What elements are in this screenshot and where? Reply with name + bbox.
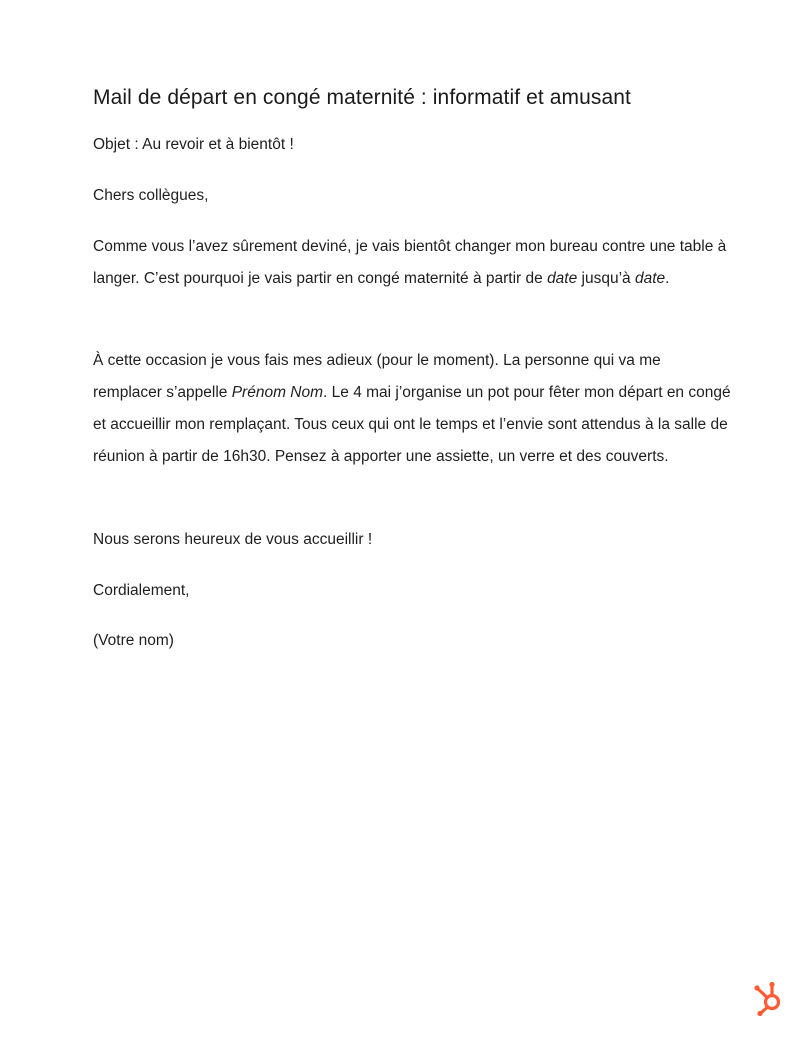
- paragraph-leave-dates: [93, 231, 733, 295]
- paragraph-text: À cette occasion je vous fais mes adieux (pour le moment). La personne qui va me remplacer s’appelle: [93, 352, 661, 401]
- paragraph-welcome: Nous serons heureux de vous accueillir !: [93, 531, 373, 548]
- paragraph-text: Comme vous l’avez sûrement deviné, je vais bientôt changer mon bureau contre une table à langer. C’est pourquoi je vais partir en congé maternité à partir de: [93, 238, 727, 287]
- document-title: Mail de départ en congé maternité : informatif et amusant: [93, 86, 631, 109]
- email-subject: Objet : Au revoir et à bientôt !: [93, 136, 294, 153]
- placeholder-start-date: date: [547, 270, 578, 287]
- placeholder-replacement-name: Prénom Nom: [231, 384, 324, 401]
- paragraph-farewell-party: [93, 345, 733, 473]
- paragraph-text: jusqu’à: [577, 270, 635, 287]
- paragraph-text: . Le 4 mai j’organise un pot pour fêter mon départ en congé et accueillir mon remplaçant. Tous ceux qui ont le temps et l’envie sont attendus à la salle de réunion à partir de 16h30. Pensez à apporter une assiette, un verre et des couverts.: [93, 384, 731, 465]
- email-closing: Cordialement,: [93, 582, 190, 599]
- email-signature: (Votre nom): [93, 632, 174, 649]
- placeholder-end-date: date: [634, 270, 666, 287]
- hubspot-sprocket-icon: [752, 980, 788, 1016]
- paragraph-text: .: [665, 270, 670, 287]
- email-greeting: Chers collègues,: [93, 187, 209, 204]
